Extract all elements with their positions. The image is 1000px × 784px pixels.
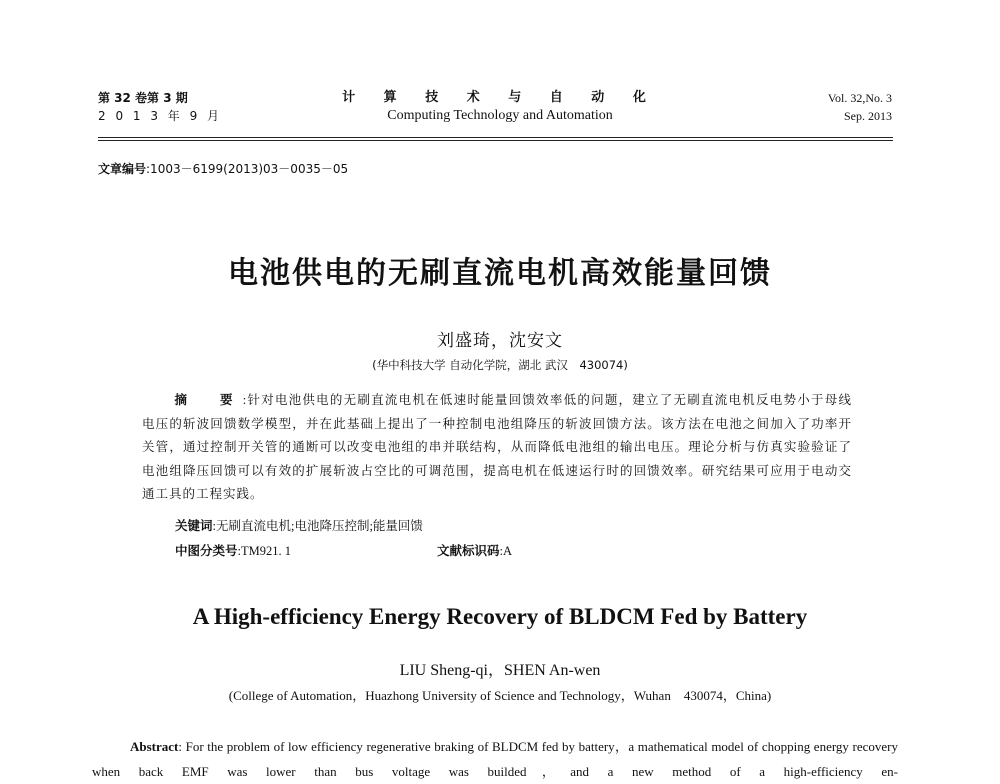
abstract-en-label: Abstract	[130, 739, 179, 754]
classification-label: 中图分类号	[175, 543, 238, 558]
abstract-cn-label: 摘 要	[174, 392, 243, 407]
authors-cn: 刘盛琦，沈安文	[437, 331, 563, 350]
abstract-cn-text: :针对电池供电的无刷直流电机在低速时能量回馈效率低的问题，建立了无刷直流电机反电势小于母线电压的斩波回馈数学模型，并在此基础上提出了一种控制电池组降压的斩波回馈方法。该方法在电池之间加入了功率开关管，通过控制开关管的通断可以改变电池组的串并联结构，从而降低电池组的输出电压。理论分析与仿真实验验证了电池组降压回馈可以有效的扩展斩波占空比的可调范围，提高电机在低速运行时的回馈效率。研究结果可应用于电动交通工具的工程实践。	[142, 393, 852, 501]
date-en: Sep. 2013	[844, 109, 892, 123]
authors-en: LIU Sheng-qi，SHEN An-wen	[399, 662, 601, 679]
header-rule-top	[98, 137, 893, 138]
header-center	[330, 89, 670, 125]
article-id-value: :1003－6199(2013)03－0035－05	[146, 162, 349, 176]
volume-cn: 第 32 卷第 3 期	[98, 91, 188, 105]
classification-number	[175, 541, 291, 559]
abstract-en-text: : For the problem of low efficiency regenerative braking of BLDCM fed by battery，a mathematical model of chopping energy recovery when back EMF was lower than bus voltage was builded，and a new method of a high-efficiency en-	[92, 739, 898, 779]
keywords-cn	[175, 516, 423, 534]
journal-title-en: Computing Technology and Automation	[387, 108, 613, 123]
keywords-text: :无刷直流电机;电池降压控制;能量回馈	[212, 519, 423, 533]
keywords-label: 关键词	[175, 518, 213, 533]
journal-title-cn: 计 算 技 术 与 自 动 化	[342, 90, 658, 105]
header-left	[98, 89, 222, 125]
affiliation-cn: (华中科技大学 自动化学院，湖北 武汉 430074)	[372, 358, 628, 372]
abstract-cn	[142, 388, 852, 507]
article-id	[98, 160, 348, 177]
document-code-label: 文献标识码	[437, 543, 500, 558]
article-id-label: 文章编号	[98, 162, 147, 176]
classification-text: :TM921. 1	[237, 544, 291, 558]
header-rule-bottom	[98, 140, 893, 141]
title-cn: 电池供电的无刷直流电机高效能量回馈	[228, 256, 772, 291]
header-right	[828, 89, 892, 125]
affiliation-en: (College of Automation，Huazhong University of Science and Technology，Wuhan 430074，China)	[228, 688, 772, 703]
document-code	[437, 541, 512, 559]
date-cn: 2 0 1 3 年 9 月	[98, 109, 223, 123]
volume-en: Vol. 32,No. 3	[827, 91, 892, 105]
title-en: A High-efficiency Energy Recovery of BLDCM Fed by Battery	[192, 604, 808, 629]
document-code-text: :A	[499, 544, 513, 558]
abstract-en	[92, 734, 898, 784]
